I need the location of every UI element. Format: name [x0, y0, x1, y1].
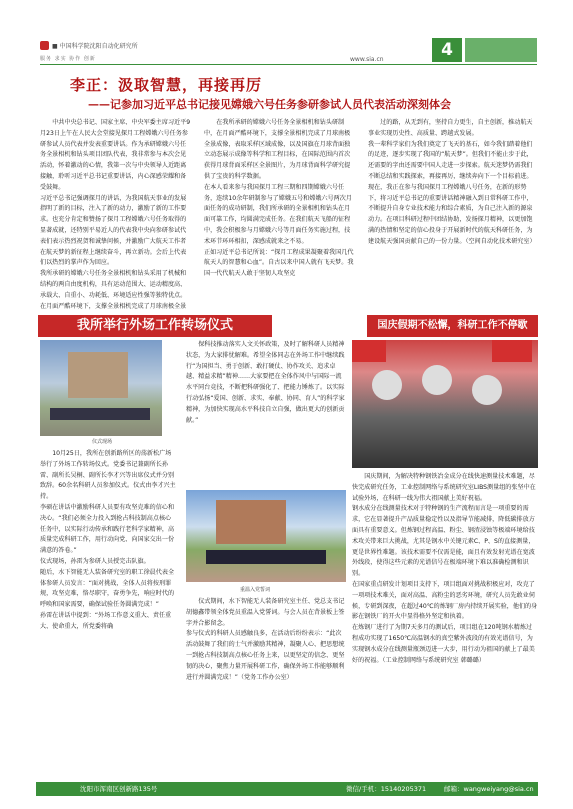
ceremony-photo-caption: 仪式现场 [92, 439, 113, 445]
article1-column-2: 在我所承研的嫦娥六号任务全景相机和钻头研制中，在月面严酷环境下，支撑全景相机完成了月球南极全景成像，表取采样区域成像，以及国旗在月球背面独立动态展示成像等科学和工程目标，在国际范围内首次获得月球背面采样区全景图片，为月球背面科学研究提供了宝贵的科学数据。 在本人看来参与我国探月工程三期和四期嫦娥六号任务，连续10余年研制参与了嫦娥五号和嫦娥六号两次月面任务的成功研制，我们所承研的全景相机和钻头在月面可靠工作，均圆满完成任务。在我们航天飞船的征程中，我会积极参与月嫦娥六号等月面任务实施过程，技术环节环环相扣，深感成就来之不易。 正如习近平总书记所说：“探月工程成果凝聚着我国几代航天人的智慧和心血”。自古以来中国人就有飞天梦。我国一代代航天人敢于坚韧人攻坚克 [204, 119, 354, 278]
website-url: www.sia.cn [350, 56, 384, 63]
article-subtitle: ——记参加习近平总书记接见嫦娥六号任务参研参试人员代表活动深刻体会 [88, 98, 451, 111]
footer-bar [36, 782, 538, 796]
institute-name: ■ 中国科学院沈阳自动化研究所 [52, 43, 138, 50]
institute-logo-icon [40, 41, 49, 50]
page-number: 4 [432, 38, 462, 62]
scientists-photo [352, 340, 538, 468]
footer-email: 邮箱：wangweiyang@sia.cn [444, 785, 534, 793]
oath-photo [186, 490, 346, 582]
footer-address: 沈阳市浑南区创新路135号 [80, 785, 158, 793]
article2-middle-column: 保科技推动落实人文关怀政策，及时了解科研人员精神状态，为大家排忧解难。希望全体同志在外场工作中继续践行“为国担当、勇于创新、敢打硬仗、协作攻关、追求卓越、精益求精”精神……大家要把在全体作风中与国际一流水平同台竞技，不断把科研强化了、把能力锤炼了。以实际行动弘扬“爱国、创新、求实、奉献、协同、育人”的科学家精神，为加快实现高水平科技自立自强，做出更大的创新贡献。” [186, 341, 345, 424]
institute-motto: 服务 求实 协作 创新 [40, 56, 96, 62]
footer-phone: 微信/手机：15140205371 [346, 785, 427, 793]
article1-column-1: 中共中央总书记、国家主席、中央军委主席习近平9月23日上午在人民大会堂接见探月工程嫦娥六号任务参研参试人员代表并发表重要讲话。作为承研嫦娥六号任务全景相机和钻头项目团队代表，我非常参与本次会见活动，怀着激动的心情，我第一次与中央领导人近距离接触，聆听习近平总书记重要讲话，内心深感荣耀和备受鼓舞。 习近平总书记强调探月的讲话，为我国航天事业的发展指明了新的目标，注入了新的动力，激励了新的工作要求。也充分肯定和赞扬了探月工程嫦娥六号任务取得的显著成就，还特别平易近人的代表我中央向参研参试代表们表示热烈祝贺和诚挚问候，并激励广大航天工作者在航天梦的新征程上继续奋斗，再立新功。会后上代表们以热烈的掌声作为回应。 我所承研的嫦娥六号任务全景相机和钻头采用了机械和结构的两自由度机构，具有运动范围大、运动精度高、承载大、自重小、功耗低、环境适应性强等独特优点。在月面严酷环境下，支撑全景相机完成了月球南极全景 [40, 119, 191, 310]
header-divider [40, 64, 537, 65]
article3-column: 国庆期间，为解决特种钢铁冶金成分在线快速测量技术难题，尽快完成研究任务，工业控制网络与系统研究室LIBS测量组的张坚中在试验外场，在科研一线为伟大祖国献上美好祝福。 钢水成分在线测量技术对于特种钢的生产流程而言是一项重要的需求，它在显著提升产品质量稳定性以及指导节能减排，降低碳排放方面具有重要意义。但炼钢过程高温、粉尘、钢渣浸蚀等极端环境给技术攻关带来巨大挑战，尤其是钢水中关键元素C、P、S的直接测量，更是世界性难题。该技术需要不仅需是能，面且有效发射光谱在宽波外线段，使得这些元素的光谱信号在极端环境下难以准确检测和识别。 在国家重点研发计划项目支持下，项目组面对挑战积极应对，攻克了一项项技术难关，面对高温、高粉尘的恶劣环境，研究人员先敢业伺候，专研到深夜，在超过40℃的炼钢厂房内持续开展实验，他们的身影在钢铁厂的开火中显得格外坚定和执着。 在炼钢厂进行了为期7天多月的测试后，项目组在120吨钢水精炼过程成功实现了1650℃高温钢水的真空紫外波段的有效光谱信号，为实现钢水成分在线测量瓶颈迈进一大步，用行动为祖国的献上了最美好的祝福。（工业控制网络与系统研究室 韩璐璐） [352, 473, 538, 664]
oath-photo-caption: 重温入党誓词 [240, 587, 271, 593]
article2-middle-column-lower: 仪式期间，水下智能无人装备研究室主任、党总支书记胡德鑫带领全体党员重温入党誓词。与会人员在背景板上签字并合影留念。 参与仪式的科研人员感触良多，在活动后纷纷表示：“此次活动鼓舞了我们的士气并激励其精神，凝聚人心、把思想统一到抢占科技制高点核心任务上来，以更坚定的信念、更坚韧的决心，聚焦力量开展科研工作，确保外场工作能够顺利进行并圆满完成！”（党务工作办公室） [186, 598, 345, 681]
article2-left-column: 10月25日，我所在创新路所区的荡新松广场举行了外场工作转场仪式。党委书记兼副所长孙雷、副所长吴桐、副所长李才兴等出席仪式并分别致辞。60余名科研人员参加仪式。仪式由李才兴主持。 李硕在讲话中激励科研人员要有攻坚克难的信心和决心。“我们必须全力投入到抢占科技制高点核心任务中，以实际行动传承和践行老科学家精神，高质量完成科研工作，用行动向党、向国家交出一份满意的答卷。” 仪式现场，孙雷为参研人员授完击队旗。 随后，水下智能无人装备研究室的职工徐晨代表全体参研人员发言：“面对挑战，全体人员将按刑罪规，攻坚克难，恪尽职守，奋勇争先，响应时代的呼唤和国家需要，确保试验任务圆满完成！” 孙雷在讲话中提到：“外场工作意义重大、责任重大、使命重大，所党委将确 [40, 450, 176, 630]
ceremony-photo [40, 340, 162, 436]
header-decoration [465, 38, 537, 62]
article1-column-3: 过的路，从无到有，坚持自力更生，自主创新，推动航天事业实现历史性、高质量、跨越式发展。 我一辈科学家们为我们奠定了飞天的基石，如今我们踏着他们的足迹，逐步实现了我国的“航天梦”。但我们不能止步于此，还需要的字由还需要中国人走进一步探索。航天迷梦仍需我们不断总结和实践探索，再接再厉，继续奔向下一个目标前进。 现在，我正在参与我国探月工程嫦娥八号任务，在新的形势下，将习近平总书记的重要讲话精神融入到日常科研工作中，不断提升自身专业技术能力和综合素质，为自己注入新的源泉动力。在项目科研过程中团结协助，发扬探月精神，以更加饱满的热情和坚定的信心投身于开展新时代的航天科研任务，为建设航天强国贡献自己的一份力量。（空间自动化技术研究室） [368, 119, 536, 245]
article-title: 李正：汲取智慧，再接再厉 [70, 76, 263, 94]
article2-banner: 我所举行外场工作转场仪式 [38, 315, 272, 337]
article3-banner: 国庆假期不松懈，科研工作不停歇 [367, 315, 538, 337]
